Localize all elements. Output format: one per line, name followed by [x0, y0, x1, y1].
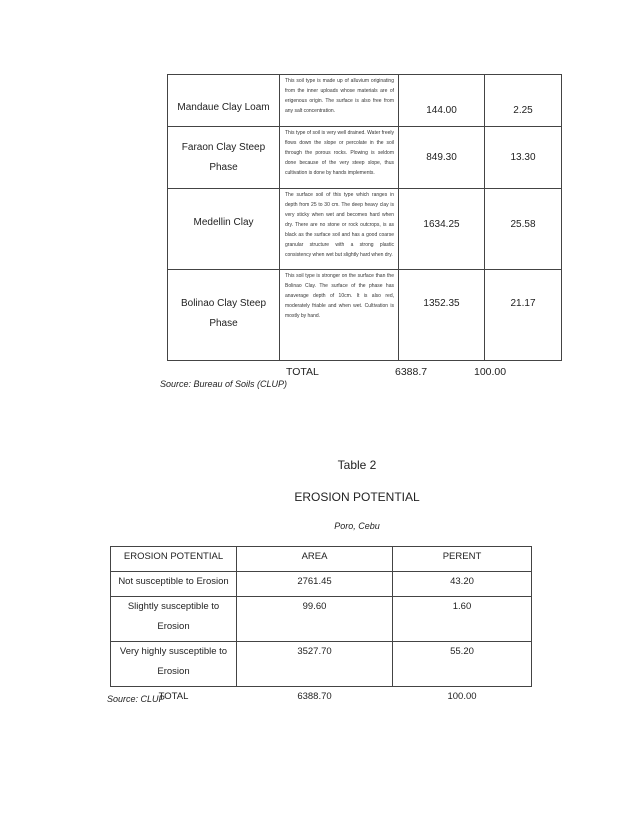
table-row: [111, 642, 532, 687]
column-header: EROSION POTENTIAL: [111, 547, 237, 572]
table-row: [111, 572, 532, 597]
erosion-label: [111, 597, 237, 642]
erosion-percent: 55.20: [393, 642, 532, 687]
table-row: [168, 189, 562, 270]
soil-name: Mandaue Clay Loam: [168, 75, 280, 127]
erosion-label-line: Erosion: [157, 666, 190, 677]
table-row: [168, 75, 562, 127]
erosion-total-percent: 100.00: [447, 691, 477, 702]
soil-total-percent: 100.00: [474, 366, 507, 378]
soil-area: 144.00: [399, 75, 485, 127]
erosion-area: 3527.70: [237, 642, 393, 687]
soil-area: 1634.25: [399, 189, 485, 270]
soil-percent: 13.30: [485, 127, 562, 189]
soil-total-label: TOTAL: [286, 366, 319, 378]
soil-percent: 25.58: [485, 189, 562, 270]
erosion-total-area: 6388.70: [297, 691, 332, 702]
soil-description: This soil type is stronger on the surface than the Bolinao Clay. The surface of the phase has anaverage depth of 10cm. It is also red, moderately friable and when wet. Cultivation is mostly by hand.: [280, 270, 399, 361]
soil-area: 849.30: [399, 127, 485, 189]
table-row: [111, 597, 532, 642]
erosion-percent: 43.20: [393, 572, 532, 597]
erosion-total-label: TOTAL: [158, 691, 189, 702]
soil-total-area: 6388.7: [395, 366, 428, 378]
table-row: [168, 270, 562, 361]
soil-description: This type of soil is very well drained. Water freely flows down the slope or percolate in the soil through the porous rocks. Plowing is seldom done because of the very steep slope, thus cultivation is done by hands implements.: [280, 127, 399, 189]
erosion-label: [111, 642, 237, 687]
erosion-percent: 1.60: [393, 597, 532, 642]
erosion-label-line: Very highly susceptible to: [119, 646, 228, 657]
table2-source: Source: CLUP: [107, 694, 165, 704]
soil-table-source: Source: Bureau of Soils (CLUP): [160, 379, 288, 389]
column-header: PERENT: [393, 547, 532, 572]
soil-area: 1352.35: [399, 270, 485, 361]
table-row: [168, 127, 562, 189]
table-header-row: [111, 547, 532, 572]
soil-percent: 2.25: [485, 75, 562, 127]
soil-types-table: [167, 74, 562, 361]
table2-location: Poro, Cebu: [334, 521, 380, 531]
table2-subtitle: EROSION POTENTIAL: [294, 490, 420, 504]
soil-name: Medellin Clay: [168, 189, 280, 270]
soil-description: This soil type is made up of alluvium originating from the inner uploads whose materials are of erigenous origin. The surface is also free from any salt concentration.: [280, 75, 399, 127]
soil-percent: 21.17: [485, 270, 562, 361]
soil-name: [168, 270, 280, 361]
soil-description: The surface soil of this type which ranges in depth from 25 to 30 cm. The deep heavy clay is very sticky when wet and becomes hard when dry. There are no stone or rock outcrops, is as black as the surface soil and has a good coarse granular structure with a strong plastic consistency when wet but slightly hard when dry.: [280, 189, 399, 270]
erosion-area: 2761.45: [237, 572, 393, 597]
table2-title: Table 2: [337, 458, 377, 472]
soil-name: [168, 127, 280, 189]
erosion-potential-table: [110, 546, 532, 707]
soil-name-text: Faraon Clay Steep Phase: [181, 141, 266, 173]
erosion-area: 99.60: [237, 597, 393, 642]
erosion-label: Not susceptible to Erosion: [111, 572, 237, 597]
table-total-row: [111, 687, 532, 708]
column-header: AREA: [237, 547, 393, 572]
soil-name-text: Bolinao Clay Steep Phase: [180, 298, 267, 329]
erosion-label-line: Erosion: [157, 621, 190, 632]
erosion-label-line: Slightly susceptible to: [127, 601, 220, 612]
